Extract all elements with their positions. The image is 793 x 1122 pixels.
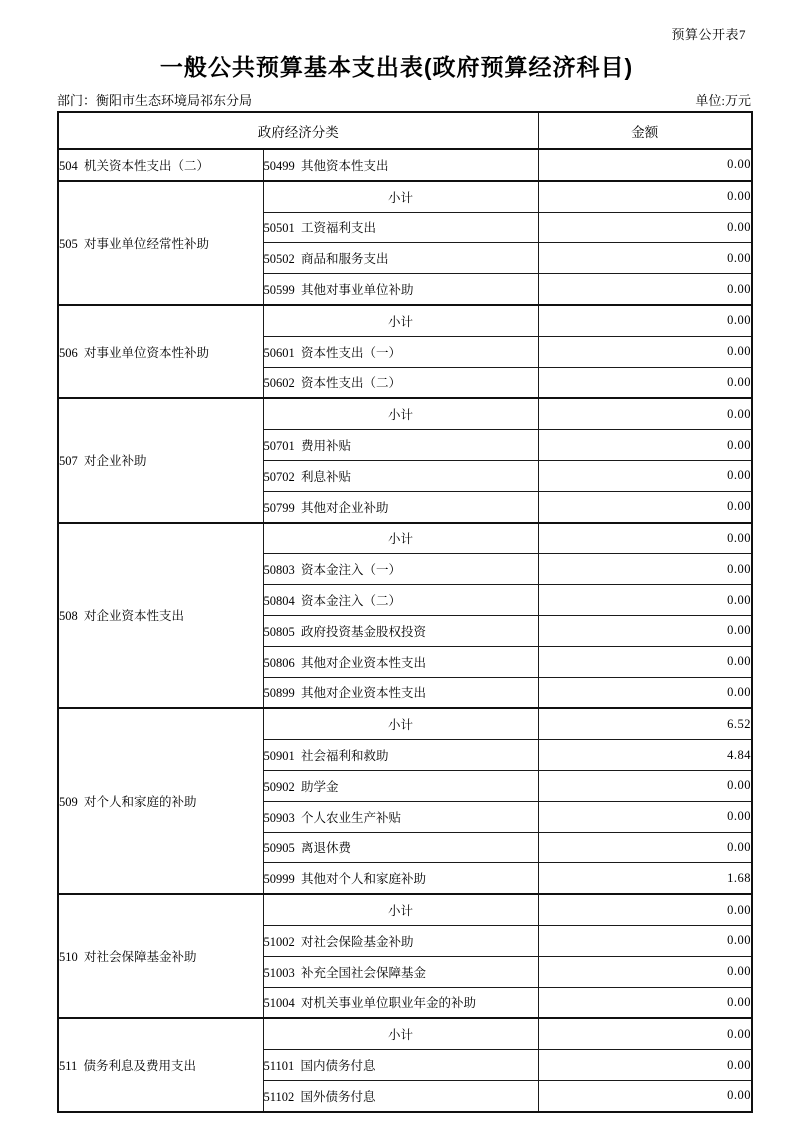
category-cell: 509 对个人和家庭的补助 — [58, 708, 263, 894]
page-title: 一般公共预算基本支出表(政府预算经济科目) — [159, 54, 634, 80]
table-row — [58, 894, 752, 925]
table-row — [58, 149, 752, 181]
budget-table — [57, 111, 753, 1113]
unit-label: 单位:万元 — [695, 93, 751, 108]
item-cell: 50999 其他对个人和家庭补助 — [263, 863, 538, 894]
amount-cell: 0.00 — [538, 1018, 752, 1049]
amount-cell: 0.00 — [538, 894, 752, 925]
item-cell: 51101 国内债务付息 — [263, 1050, 538, 1081]
category-cell: 511 债务利息及费用支出 — [58, 1018, 263, 1111]
header-row — [58, 112, 752, 149]
table-row — [58, 181, 752, 212]
item-cell: 50602 资本性支出（二） — [263, 367, 538, 398]
amount-cell: 0.00 — [538, 956, 752, 987]
corner-table-number: 预算公开表7 — [671, 27, 746, 42]
amount-cell: 0.00 — [538, 491, 752, 522]
amount-cell: 0.00 — [538, 925, 752, 956]
table-row — [58, 1018, 752, 1049]
meta-row — [57, 90, 751, 109]
item-cell: 50599 其他对事业单位补助 — [263, 274, 538, 305]
amount-cell: 0.00 — [538, 646, 752, 677]
item-cell: 50701 费用补贴 — [263, 430, 538, 461]
item-cell: 50901 社会福利和救助 — [263, 740, 538, 771]
item-cell: 50905 离退休费 — [263, 832, 538, 863]
amount-cell: 0.00 — [538, 832, 752, 863]
subtotal-cell: 小计 — [263, 708, 538, 739]
item-cell: 50502 商品和服务支出 — [263, 243, 538, 274]
amount-cell: 0.00 — [538, 615, 752, 646]
subtotal-cell: 小计 — [263, 181, 538, 212]
item-cell: 50805 政府投资基金股权投资 — [263, 615, 538, 646]
amount-cell: 0.00 — [538, 554, 752, 585]
amount-cell: 0.00 — [538, 149, 752, 181]
amount-cell: 0.00 — [538, 1050, 752, 1081]
amount-cell: 0.00 — [538, 801, 752, 832]
amount-cell: 6.52 — [538, 708, 752, 739]
amount-cell: 0.00 — [538, 430, 752, 461]
item-cell: 50899 其他对企业资本性支出 — [263, 677, 538, 708]
item-cell: 50501 工资福利支出 — [263, 212, 538, 243]
item-cell: 50702 利息补贴 — [263, 460, 538, 491]
category-cell: 507 对企业补助 — [58, 398, 263, 522]
table-row — [58, 523, 752, 554]
amount-cell: 0.00 — [538, 367, 752, 398]
budget-table-header — [58, 112, 752, 149]
item-cell: 51004 对机关事业单位职业年金的补助 — [263, 987, 538, 1018]
amount-cell: 0.00 — [538, 305, 752, 336]
header-category-cell: 政府经济分类 — [58, 112, 538, 149]
category-cell: 506 对事业单位资本性补助 — [58, 305, 263, 398]
amount-cell: 0.00 — [538, 274, 752, 305]
item-cell: 50799 其他对企业补助 — [263, 491, 538, 522]
amount-cell: 0.00 — [538, 212, 752, 243]
department-label: 部门：衡阳市生态环境局祁东分局 — [57, 93, 253, 108]
item-cell: 50902 助学金 — [263, 770, 538, 801]
subtotal-cell: 小计 — [263, 305, 538, 336]
amount-cell: 1.68 — [538, 863, 752, 894]
item-cell: 51102 国外债务付息 — [263, 1080, 538, 1111]
category-cell: 510 对社会保障基金补助 — [58, 894, 263, 1018]
amount-cell: 0.00 — [538, 460, 752, 491]
table-row — [58, 305, 752, 336]
table-row — [58, 398, 752, 429]
amount-cell: 0.00 — [538, 987, 752, 1018]
subtotal-cell: 小计 — [263, 1018, 538, 1049]
item-cell: 50804 资本金注入（二） — [263, 585, 538, 616]
subtotal-cell: 小计 — [263, 894, 538, 925]
header-amount-cell: 金额 — [538, 112, 752, 149]
amount-cell: 0.00 — [538, 523, 752, 554]
item-cell: 50803 资本金注入（一） — [263, 554, 538, 585]
subtotal-cell: 小计 — [263, 523, 538, 554]
category-cell: 504 机关资本性支出（二） — [58, 149, 263, 181]
amount-cell: 0.00 — [538, 181, 752, 212]
amount-cell: 0.00 — [538, 677, 752, 708]
item-cell: 51003 补充全国社会保障基金 — [263, 956, 538, 987]
amount-cell: 0.00 — [538, 585, 752, 616]
amount-cell: 0.00 — [538, 243, 752, 274]
subtotal-cell: 小计 — [263, 398, 538, 429]
category-cell: 508 对企业资本性支出 — [58, 523, 263, 709]
item-cell: 50499 其他资本性支出 — [263, 149, 538, 181]
item-cell: 50806 其他对企业资本性支出 — [263, 646, 538, 677]
amount-cell: 0.00 — [538, 336, 752, 367]
category-cell: 505 对事业单位经常性补助 — [58, 181, 263, 305]
amount-cell: 4.84 — [538, 740, 752, 771]
budget-table-body — [58, 149, 752, 1112]
amount-cell: 0.00 — [538, 770, 752, 801]
amount-cell: 0.00 — [538, 1080, 752, 1111]
item-cell: 51002 对社会保险基金补助 — [263, 925, 538, 956]
item-cell: 50903 个人农业生产补贴 — [263, 801, 538, 832]
table-row — [58, 708, 752, 739]
amount-cell: 0.00 — [538, 398, 752, 429]
item-cell: 50601 资本性支出（一） — [263, 336, 538, 367]
